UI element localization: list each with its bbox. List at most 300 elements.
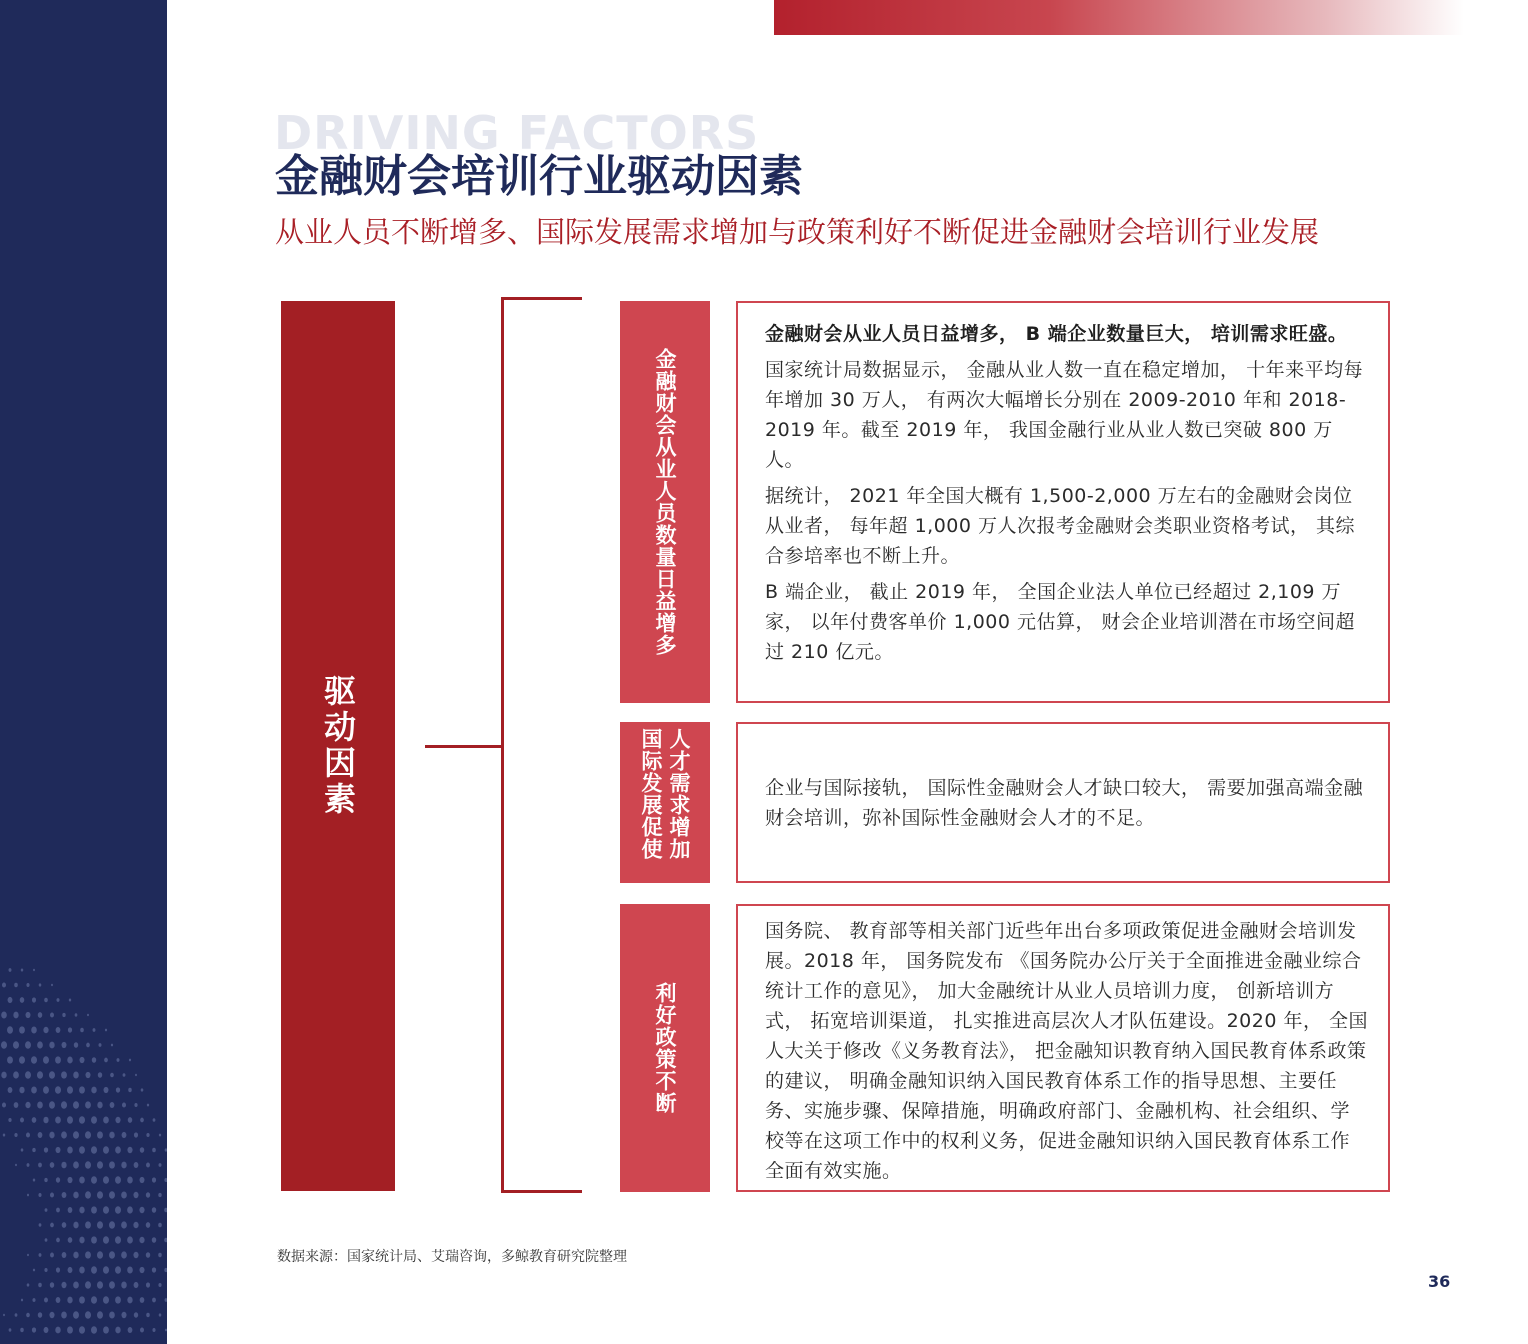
decorative-dot: [19, 1087, 24, 1094]
decorative-dot: [97, 1311, 103, 1318]
decorative-dot: [127, 1266, 133, 1273]
decorative-dot: [27, 1194, 29, 1197]
decorative-dot: [146, 1192, 150, 1197]
decorative-dot: [115, 1206, 121, 1214]
decorative-dot: [79, 1207, 84, 1214]
decorative-dot: [15, 1313, 18, 1317]
decorative-dot: [97, 1131, 103, 1138]
decorative-dot: [7, 1026, 13, 1033]
decorative-dot: [8, 1087, 13, 1093]
decorative-dot: [21, 1299, 23, 1302]
decorative-dot: [14, 1133, 17, 1137]
decorative-dot: [39, 983, 42, 986]
decorative-dot: [139, 1267, 144, 1273]
decorative-dot: [37, 1071, 43, 1079]
decorative-dot: [49, 1132, 54, 1139]
decorative-dot: [91, 1296, 97, 1304]
decorative-dot: [38, 1312, 42, 1318]
decorative-dot: [49, 1071, 55, 1079]
factor-1-content: [736, 301, 1390, 703]
decorative-dot: [56, 1177, 60, 1182]
decorative-dot: [109, 1251, 115, 1259]
decorative-dot: [85, 1161, 91, 1169]
decorative-dot: [152, 1267, 156, 1272]
decorative-dot: [2, 1102, 6, 1107]
decorative-dot: [79, 1086, 85, 1093]
decorative-dot: [91, 1266, 97, 1273]
factor-2-paragraph: 企业与国际接轨， 国际性金融财会人才缺口较大， 需要加强高端金融财会培训，弥补国际性金融财会人才的不足。: [765, 776, 1364, 829]
decorative-dot: [62, 1252, 67, 1258]
decorative-dot: [127, 1147, 132, 1153]
decorative-dot: [33, 1178, 35, 1181]
decorative-dot: [27, 1254, 29, 1256]
dotted-globe-graphic: [0, 0, 167, 1344]
factor-3-paragraph: 国务院、 教育部等相关部门近些年出台多项政策促进金融财会培训发展。2018 年， 国务院发布 《国务院办公厅关于全面推进金融业综合统计工作的意见》， 加大金融统计从业人员培训力度， 创新培训方式， 拓宽培训渠道， 扎实推进高层次人才队伍建设。2020 年， 全国人大关于修改《义务教育法》， 把金融知识教育纳入国民教育体系政策的建议， 明确金融知识纳入国民教育体系工作的指导思想、主要任务、实施步骤、保障措施，明确政府部门、金融机构、社会组织、学校等在这项工作中的权利义务，促进金融知识纳入国民教育体系工作全面有效实施。: [765, 920, 1369, 1182]
decorative-dot: [25, 1041, 31, 1048]
decorative-dot: [1, 1041, 7, 1049]
decorative-dot: [121, 1251, 127, 1258]
decorative-dot: [127, 1297, 132, 1304]
decorative-dot: [31, 1086, 37, 1093]
decorative-dot: [79, 1267, 85, 1274]
decorative-dot: [146, 1163, 150, 1168]
decorative-dot: [61, 1131, 67, 1138]
decorative-dot: [39, 1223, 42, 1226]
decorative-dot: [62, 1042, 67, 1048]
decorative-dot: [85, 1072, 90, 1078]
decorative-dot: [152, 1237, 156, 1243]
decorative-dot: [141, 1088, 144, 1091]
decorative-dot: [121, 1312, 126, 1318]
decorative-dot: [140, 1297, 145, 1303]
decorative-dot: [73, 1222, 78, 1229]
decorative-dot: [15, 1164, 17, 1166]
decorative-dot: [44, 1298, 48, 1303]
decorative-dot: [37, 1041, 43, 1048]
decorative-dot: [109, 1132, 114, 1139]
decorative-dot: [13, 1041, 19, 1049]
decorative-dot: [98, 1072, 102, 1078]
decorative-dot: [37, 1101, 43, 1108]
decorative-dot: [103, 1206, 109, 1214]
decorative-dot: [20, 997, 25, 1003]
decorative-dot: [61, 1311, 67, 1318]
decorative-dot: [33, 1269, 35, 1272]
decorative-dot: [134, 1162, 139, 1168]
decorative-dot: [13, 1071, 19, 1078]
decorative-dot: [146, 1252, 150, 1258]
decorative-dot: [26, 1132, 30, 1137]
decorative-dot: [68, 1027, 72, 1032]
connector-line: [425, 745, 503, 748]
decorative-dot: [135, 1074, 137, 1076]
decorative-dot: [25, 1071, 31, 1078]
decorative-dot: [115, 1146, 121, 1153]
decorative-dot: [164, 1208, 167, 1212]
decorative-dot: [85, 1221, 91, 1228]
decorative-dot: [122, 1102, 126, 1107]
decorative-dot: [45, 1238, 48, 1242]
decorative-dot: [158, 1163, 161, 1167]
decorative-dot: [103, 1176, 109, 1184]
decorative-dot: [56, 1027, 61, 1033]
decorative-dot: [110, 1073, 114, 1078]
decorative-dot: [67, 1086, 73, 1094]
decorative-dot: [109, 1281, 115, 1288]
decorative-dot: [152, 1177, 156, 1182]
decorative-dot: [115, 1296, 121, 1303]
decorative-dot: [56, 998, 59, 1002]
decorative-dot: [91, 1116, 97, 1123]
decorative-dot: [115, 1117, 120, 1123]
decorative-dot: [152, 1298, 156, 1303]
decorative-dot: [21, 1148, 24, 1151]
decorative-dot: [61, 1071, 67, 1078]
decorative-dot: [38, 1193, 41, 1197]
factor-1-label: 金融财会从业人员数量日益增多: [653, 348, 677, 656]
decorative-dot: [105, 1029, 107, 1032]
decorative-dot: [79, 1296, 85, 1303]
decorative-dot: [9, 1328, 12, 1331]
decorative-dot: [165, 1148, 167, 1151]
decorative-dot: [103, 1266, 109, 1274]
decorative-dot: [26, 1313, 30, 1318]
decorative-dot: [39, 1253, 42, 1257]
decorative-dot: [61, 1162, 66, 1169]
decorative-dot: [147, 1104, 149, 1107]
decorative-dot: [44, 998, 48, 1002]
decorative-dot: [97, 1161, 103, 1169]
decorative-dot: [85, 1131, 91, 1139]
decorative-dot: [49, 1101, 55, 1108]
decorative-dot: [32, 1117, 37, 1123]
decorative-dot: [62, 1192, 67, 1198]
decorative-dot: [139, 1237, 144, 1244]
decorative-dot: [62, 1222, 67, 1228]
decorative-dot: [79, 1326, 85, 1334]
decorative-dot: [56, 1267, 60, 1272]
decorative-dot: [79, 1176, 85, 1183]
decorative-dot: [62, 1013, 65, 1017]
factor-3-label-box: [620, 904, 710, 1192]
decorative-dot: [55, 1086, 61, 1094]
decorative-dot: [127, 1177, 133, 1184]
decorative-dot: [73, 1281, 79, 1288]
decorative-dot: [85, 1251, 91, 1258]
decorative-dot: [134, 1103, 137, 1107]
decorative-dot: [92, 1057, 96, 1063]
decorative-dot: [79, 1057, 84, 1063]
factor-2-label: 人才需求增加国际发展促使: [639, 727, 691, 860]
decorative-dot: [19, 1026, 25, 1033]
decorative-dot: [127, 1236, 133, 1243]
decorative-dot: [109, 1311, 115, 1318]
decorative-dot: [73, 1161, 79, 1168]
decorative-dot: [56, 1238, 60, 1243]
decorative-dot: [146, 1313, 150, 1317]
decorative-dot: [134, 1312, 138, 1317]
decorative-dot: [123, 1073, 126, 1077]
decorative-dot: [43, 1117, 48, 1124]
decorative-dot: [97, 1221, 103, 1229]
factor-1-label-box: [620, 301, 710, 703]
bracket-bottom-arm: [501, 1190, 582, 1193]
sidebar-decoration: [0, 0, 167, 1344]
decorative-dot: [146, 1133, 149, 1137]
decorative-dot: [32, 997, 36, 1002]
decorative-dot: [79, 1116, 85, 1124]
decorative-dot: [165, 1298, 167, 1302]
decorative-dot: [122, 1132, 127, 1138]
decorative-dot: [91, 1326, 97, 1334]
decorative-dot: [109, 1221, 115, 1229]
decorative-dot: [133, 1192, 138, 1198]
decorative-dot: [158, 1253, 162, 1257]
decorative-dot: [31, 1056, 37, 1064]
decorative-dot: [69, 999, 71, 1002]
decorative-dot: [85, 1311, 91, 1319]
decorative-dot: [97, 1251, 103, 1259]
decorative-dot: [152, 1207, 156, 1213]
decorative-dot: [50, 1223, 54, 1228]
decorative-dot: [51, 984, 53, 986]
factor-2-label-box: [620, 722, 710, 883]
decorative-dot: [91, 1236, 97, 1243]
decorative-dot: [55, 1116, 61, 1123]
decorative-dot: [139, 1207, 144, 1213]
decorative-dot: [3, 1314, 5, 1316]
factor-3-content: [736, 904, 1390, 1192]
decorative-dot: [121, 1191, 127, 1198]
decorative-dot: [121, 1282, 127, 1289]
page-subtitle: 从业人员不断增多、国际发展需求增加与政策利好不断促进金融财会培训行业发展: [275, 215, 1320, 249]
decorative-dot: [73, 1072, 79, 1079]
decorative-dot: [20, 1328, 24, 1332]
decorative-dot: [91, 1206, 97, 1213]
decorative-dot: [158, 1223, 162, 1228]
decorative-dot: [56, 1208, 60, 1213]
decorative-dot: [115, 1327, 120, 1334]
decorative-dot: [134, 1132, 138, 1137]
decorative-dot: [164, 1268, 167, 1272]
decorative-dot: [56, 1297, 61, 1303]
decorative-dot: [21, 968, 23, 971]
decorative-dot: [43, 1027, 48, 1034]
decorative-dot: [20, 1118, 24, 1123]
decorative-dot: [93, 1028, 96, 1032]
decorative-dot: [3, 1133, 5, 1136]
decorative-dot: [44, 1268, 47, 1272]
decorative-dot: [2, 982, 6, 987]
decorative-dot: [13, 1012, 18, 1019]
main-factor-label: 驱动因素: [319, 674, 357, 818]
decorative-dot: [38, 1283, 42, 1287]
decorative-dot: [128, 1117, 133, 1123]
decorative-dot: [115, 1266, 121, 1273]
factor-3-label: 利好政策不断: [653, 982, 677, 1114]
decorative-dot: [103, 1146, 109, 1154]
decorative-dot: [91, 1087, 96, 1094]
decorative-dot: [128, 1327, 133, 1333]
page-number: 36: [1428, 1272, 1451, 1291]
decorative-dot: [38, 1012, 43, 1018]
bracket-vertical: [501, 297, 504, 1193]
decorative-dot: [73, 1101, 79, 1109]
decorative-dot: [97, 1102, 102, 1109]
decorative-dot: [159, 1134, 161, 1137]
decorative-dot: [67, 1116, 73, 1123]
decorative-dot: [32, 1327, 36, 1332]
decorative-dot: [8, 1118, 11, 1122]
decorative-dot: [133, 1222, 138, 1229]
decorative-dot: [104, 1058, 108, 1063]
decorative-dot: [73, 1252, 78, 1259]
decorative-dot: [44, 1327, 49, 1333]
decorative-dot: [50, 1013, 54, 1018]
decorative-dot: [38, 1132, 43, 1138]
decorative-dot: [121, 1162, 126, 1169]
decorative-dot: [85, 1101, 91, 1108]
decorative-dot: [38, 1163, 42, 1168]
decorative-dot: [67, 1057, 73, 1064]
decorative-dot: [14, 1102, 19, 1108]
decorative-dot: [43, 1086, 49, 1093]
decorative-dot: [73, 1131, 79, 1139]
decorative-dot: [153, 1118, 156, 1122]
decorative-dot: [152, 1328, 155, 1332]
data-source-note: 数据来源：国家统计局、艾瑞咨询，多鲸教育研究院整理: [277, 1249, 627, 1265]
decorative-dot: [146, 1222, 151, 1228]
decorative-dot: [68, 1207, 73, 1213]
decorative-dot: [27, 1283, 30, 1286]
decorative-dot: [75, 1013, 78, 1016]
decorative-dot: [9, 968, 12, 972]
decorative-dot: [91, 1176, 97, 1183]
decorative-dot: [140, 1147, 144, 1153]
decorative-dot: [140, 1118, 144, 1123]
decorative-dot: [129, 1059, 131, 1062]
decorative-dot: [67, 1326, 73, 1333]
decorative-dot: [1, 1072, 6, 1079]
decorative-dot: [85, 1191, 91, 1198]
decorative-dot: [55, 1056, 61, 1063]
decorative-dot: [80, 1028, 84, 1033]
decorative-dot: [103, 1296, 109, 1304]
decorative-dot: [146, 1282, 150, 1287]
page-title: 金融财会培训行业驱动因素: [275, 151, 803, 202]
decorative-dot: [25, 1102, 30, 1109]
decorative-dot: [61, 1282, 66, 1288]
watermark-text: DRIVING FACTORS: [274, 106, 760, 160]
decorative-dot: [32, 1148, 35, 1152]
decorative-dot: [111, 1044, 113, 1047]
decorative-dot: [19, 1056, 25, 1064]
top-gradient-bar: [774, 0, 1464, 35]
decorative-dot: [159, 1313, 162, 1316]
decorative-dot: [44, 1178, 47, 1182]
decorative-dot: [44, 1147, 48, 1152]
decorative-dot: [109, 1191, 115, 1198]
decorative-dot: [103, 1236, 109, 1244]
decorative-dot: [49, 1042, 54, 1049]
decorative-dot: [117, 1058, 120, 1062]
decorative-dot: [134, 1282, 139, 1288]
decorative-dot: [116, 1087, 120, 1092]
decorative-dot: [27, 1163, 30, 1167]
decorative-dot: [68, 1267, 73, 1273]
decorative-dot: [45, 1208, 48, 1212]
decorative-dot: [73, 1192, 78, 1199]
decorative-dot: [164, 1238, 167, 1242]
decorative-dot: [104, 1087, 109, 1093]
decorative-dot: [49, 1312, 54, 1318]
decorative-dot: [133, 1252, 138, 1258]
decorative-dot: [140, 1327, 144, 1332]
decorative-dot: [115, 1176, 121, 1183]
main-factor-box: [281, 301, 395, 1191]
decorative-dot: [74, 1042, 78, 1047]
decorative-dot: [103, 1326, 109, 1333]
decorative-dot: [165, 1329, 167, 1332]
decorative-dot: [1, 1012, 7, 1019]
decorative-dot: [140, 1177, 145, 1183]
bracket-top-arm: [501, 297, 582, 300]
factor-1-paragraph: 据统计， 2021 年全国大概有 1,500-2,000 万左右的金融财会岗位从业者， 每年超 1,000 万人次报考金融财会类职业资格考试， 其综合参培率也不断上升。: [765, 485, 1356, 567]
decorative-dot: [67, 1297, 72, 1304]
decorative-dot: [73, 1311, 79, 1318]
decorative-dot: [110, 1102, 115, 1108]
decorative-dot: [67, 1177, 72, 1183]
decorative-dot: [50, 1253, 54, 1258]
factor-1-paragraph: B 端企业， 截止 2019 年， 全国企业法人单位已经超过 2,109 万家， 以年付费客单价 1,000 元估算， 财会企业培训潜在市场空间超过 210 亿元。: [765, 581, 1356, 663]
decorative-dot: [8, 997, 13, 1003]
decorative-dot: [158, 1283, 161, 1287]
factor-1-paragraph: 国家统计局数据显示， 金融从业人数一直在稳定增加， 十年来平均每年增加 30 万人， 有两次大幅增长分别在 2009-2010 年和 2018-2019 年。截至 2019 年， 我国金融行业从业人数已突破 800 万人。: [765, 359, 1364, 471]
factor-1-headline: 金融财会从业人员日益增多， B 端企业数量巨大， 培训需求旺盛。: [765, 323, 1348, 345]
decorative-dot: [85, 1281, 91, 1288]
decorative-dot: [98, 1043, 101, 1047]
decorative-dot: [164, 1178, 167, 1182]
decorative-dot: [97, 1281, 103, 1289]
decorative-dot: [67, 1147, 73, 1154]
decorative-dot: [79, 1237, 84, 1244]
decorative-dot: [115, 1236, 121, 1244]
decorative-dot: [109, 1161, 115, 1168]
decorative-dot: [97, 1191, 103, 1199]
decorative-dot: [26, 1012, 31, 1018]
decorative-dot: [68, 1237, 73, 1243]
decorative-dot: [55, 1327, 60, 1334]
decorative-dot: [50, 1192, 54, 1197]
decorative-dot: [33, 969, 35, 971]
decorative-dot: [14, 983, 18, 987]
decorative-dot: [50, 1282, 54, 1288]
decorative-dot: [7, 1056, 13, 1063]
decorative-dot: [79, 1146, 85, 1153]
decorative-dot: [56, 1147, 61, 1153]
decorative-dot: [26, 983, 29, 987]
decorative-dot: [103, 1116, 109, 1123]
decorative-dot: [43, 1056, 49, 1064]
decorative-dot: [91, 1146, 97, 1154]
decorative-dot: [32, 1298, 35, 1302]
decorative-dot: [152, 1148, 156, 1153]
decorative-dot: [87, 1014, 89, 1016]
decorative-dot: [127, 1206, 133, 1213]
factor-2-content: [736, 722, 1390, 883]
decorative-dot: [158, 1193, 161, 1197]
decorative-dot: [31, 1027, 37, 1034]
